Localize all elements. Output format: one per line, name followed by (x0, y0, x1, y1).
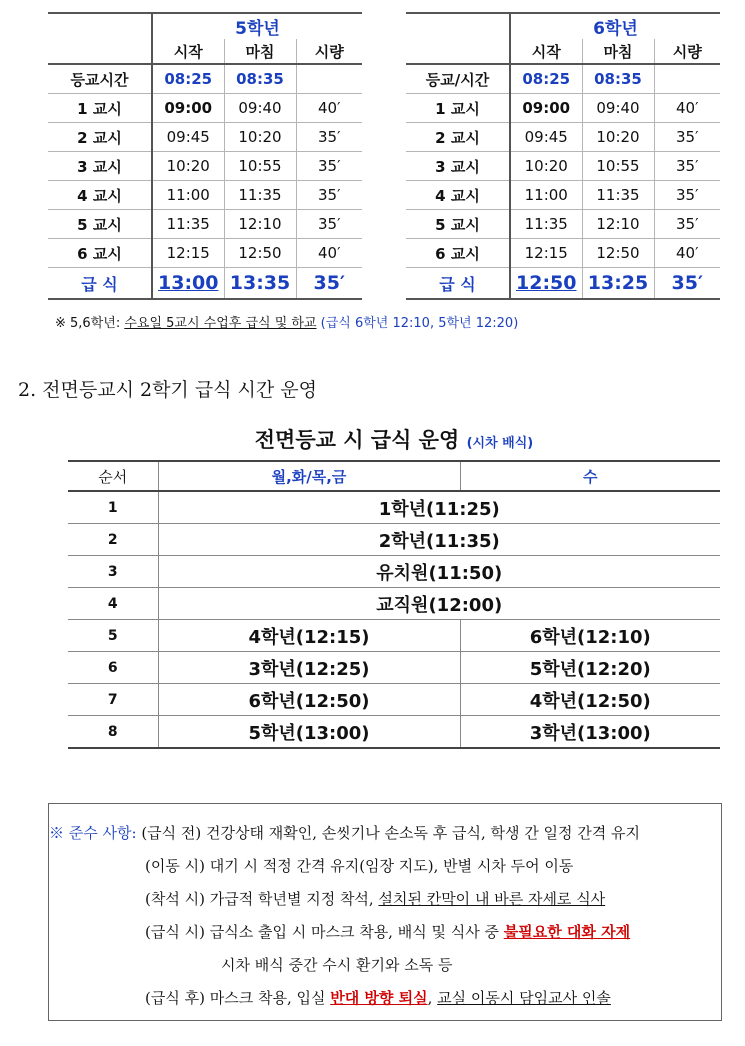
lunch-end: 13:35 (224, 268, 296, 300)
table-row: 1 1학년(11:25) (68, 491, 720, 524)
table-row: 3 교시 10:20 10:55 35′ (406, 152, 720, 181)
header-end: 마침 (582, 39, 654, 64)
table-row: 4 교시 11:00 11:35 35′ (48, 181, 362, 210)
table-row: 5 교시 11:35 12:10 35′ (48, 210, 362, 239)
table-row: 1 교시 09:00 09:40 40′ (48, 94, 362, 123)
notice-line-before-meal: ※ 준수 사항: (급식 전) 건강상태 재확인, 손씻기나 손소독 후 급식, 학생 간 일정 간격 유지 (49, 824, 641, 842)
table-row: 4 교시 11:00 11:35 35′ (406, 181, 720, 210)
lunch-duration: 35′ (654, 268, 720, 300)
table-row: 6 교시 12:15 12:50 40′ (48, 239, 362, 268)
table-row: 3 유치원(11:50) (68, 556, 720, 588)
wednesday-note: ※ 5,6학년: 수요일 5교시 수업후 급식 및 하교 (급식 6학년 12:10, 5학년 12:20) (55, 316, 519, 331)
header-start: 시작 (152, 39, 224, 64)
notice-line-seating: (착석 시) 가급적 학년별 지정 착석, 설치된 칸막이 내 바른 자세로 식사 (145, 890, 606, 908)
compliance-notice-box (48, 803, 722, 1021)
notice-line-moving: (이동 시) 대기 시 적정 간격 유지(임장 지도), 반별 시차 두어 이동 (145, 857, 574, 875)
lunch-table-title: 전면등교 시 급식 운영 (시차 배식) (254, 428, 534, 452)
table-row: 5 교시 11:35 12:10 35′ (406, 210, 720, 239)
grade5-title: 5학년 (152, 13, 362, 39)
table-row: 1 교시 09:00 09:40 40′ (406, 94, 720, 123)
lunch-start: 12:50 (516, 272, 577, 294)
lunch-row: 급 식 12:50 13:25 35′ (406, 268, 720, 300)
notice-heading: ※ 준수 사항: (49, 824, 142, 842)
lunch-end: 13:25 (582, 268, 654, 300)
lunch-start: 13:00 (158, 272, 219, 294)
table-row: 2 2학년(11:35) (68, 524, 720, 556)
table-row: 8 5학년(13:00) 3학년(13:00) (68, 716, 720, 749)
header-duration: 시량 (296, 39, 362, 64)
header-mon-tue-thu-fri: 월,화/목,금 (158, 461, 460, 491)
lunch-operation-table (68, 420, 720, 749)
header-end: 마침 (224, 39, 296, 64)
grade6-title: 6학년 (510, 13, 720, 39)
table-row: 4 교직원(12:00) (68, 588, 720, 620)
table-row: 2 교시 09:45 10:20 35′ (406, 123, 720, 152)
table-row: 3 교시 10:20 10:55 35′ (48, 152, 362, 181)
grade5-schedule-table (48, 12, 362, 300)
notice-line-ventilation: 시차 배식 중간 수시 환기와 소독 등 (221, 956, 453, 974)
table-row: 6 교시 12:15 12:50 40′ (406, 239, 720, 268)
table-row: 7 6학년(12:50) 4학년(12:50) (68, 684, 720, 716)
header-duration: 시량 (654, 39, 720, 64)
notice-line-eating: (급식 시) 급식소 출입 시 마스크 착용, 배식 및 식사 중 불필요한 대화 자제 (145, 923, 631, 941)
table-row: 등교/시간 08:25 08:35 (406, 64, 720, 94)
lunch-row: 급 식 13:00 13:35 35′ (48, 268, 362, 300)
header-start: 시작 (510, 39, 582, 64)
notice-line-after-meal: (급식 후) 마스크 착용, 입실 반대 방향 퇴실, 교실 이동시 담임교사 인솔 (145, 989, 611, 1007)
table-row: 2 교시 09:45 10:20 35′ (48, 123, 362, 152)
section-title: 2. 전면등교시 2학기 급식 시간 운영 (18, 379, 318, 401)
table-row: 등교시간 08:25 08:35 (48, 64, 362, 94)
table-row: 5 4학년(12:15) 6학년(12:10) (68, 620, 720, 652)
table-row: 6 3학년(12:25) 5학년(12:20) (68, 652, 720, 684)
header-wed: 수 (460, 461, 720, 491)
lunch-duration: 35′ (296, 268, 362, 300)
header-order: 순서 (68, 461, 158, 491)
lunch-table-subtitle: (시차 배식) (466, 436, 534, 451)
grade6-schedule-table (406, 12, 720, 300)
